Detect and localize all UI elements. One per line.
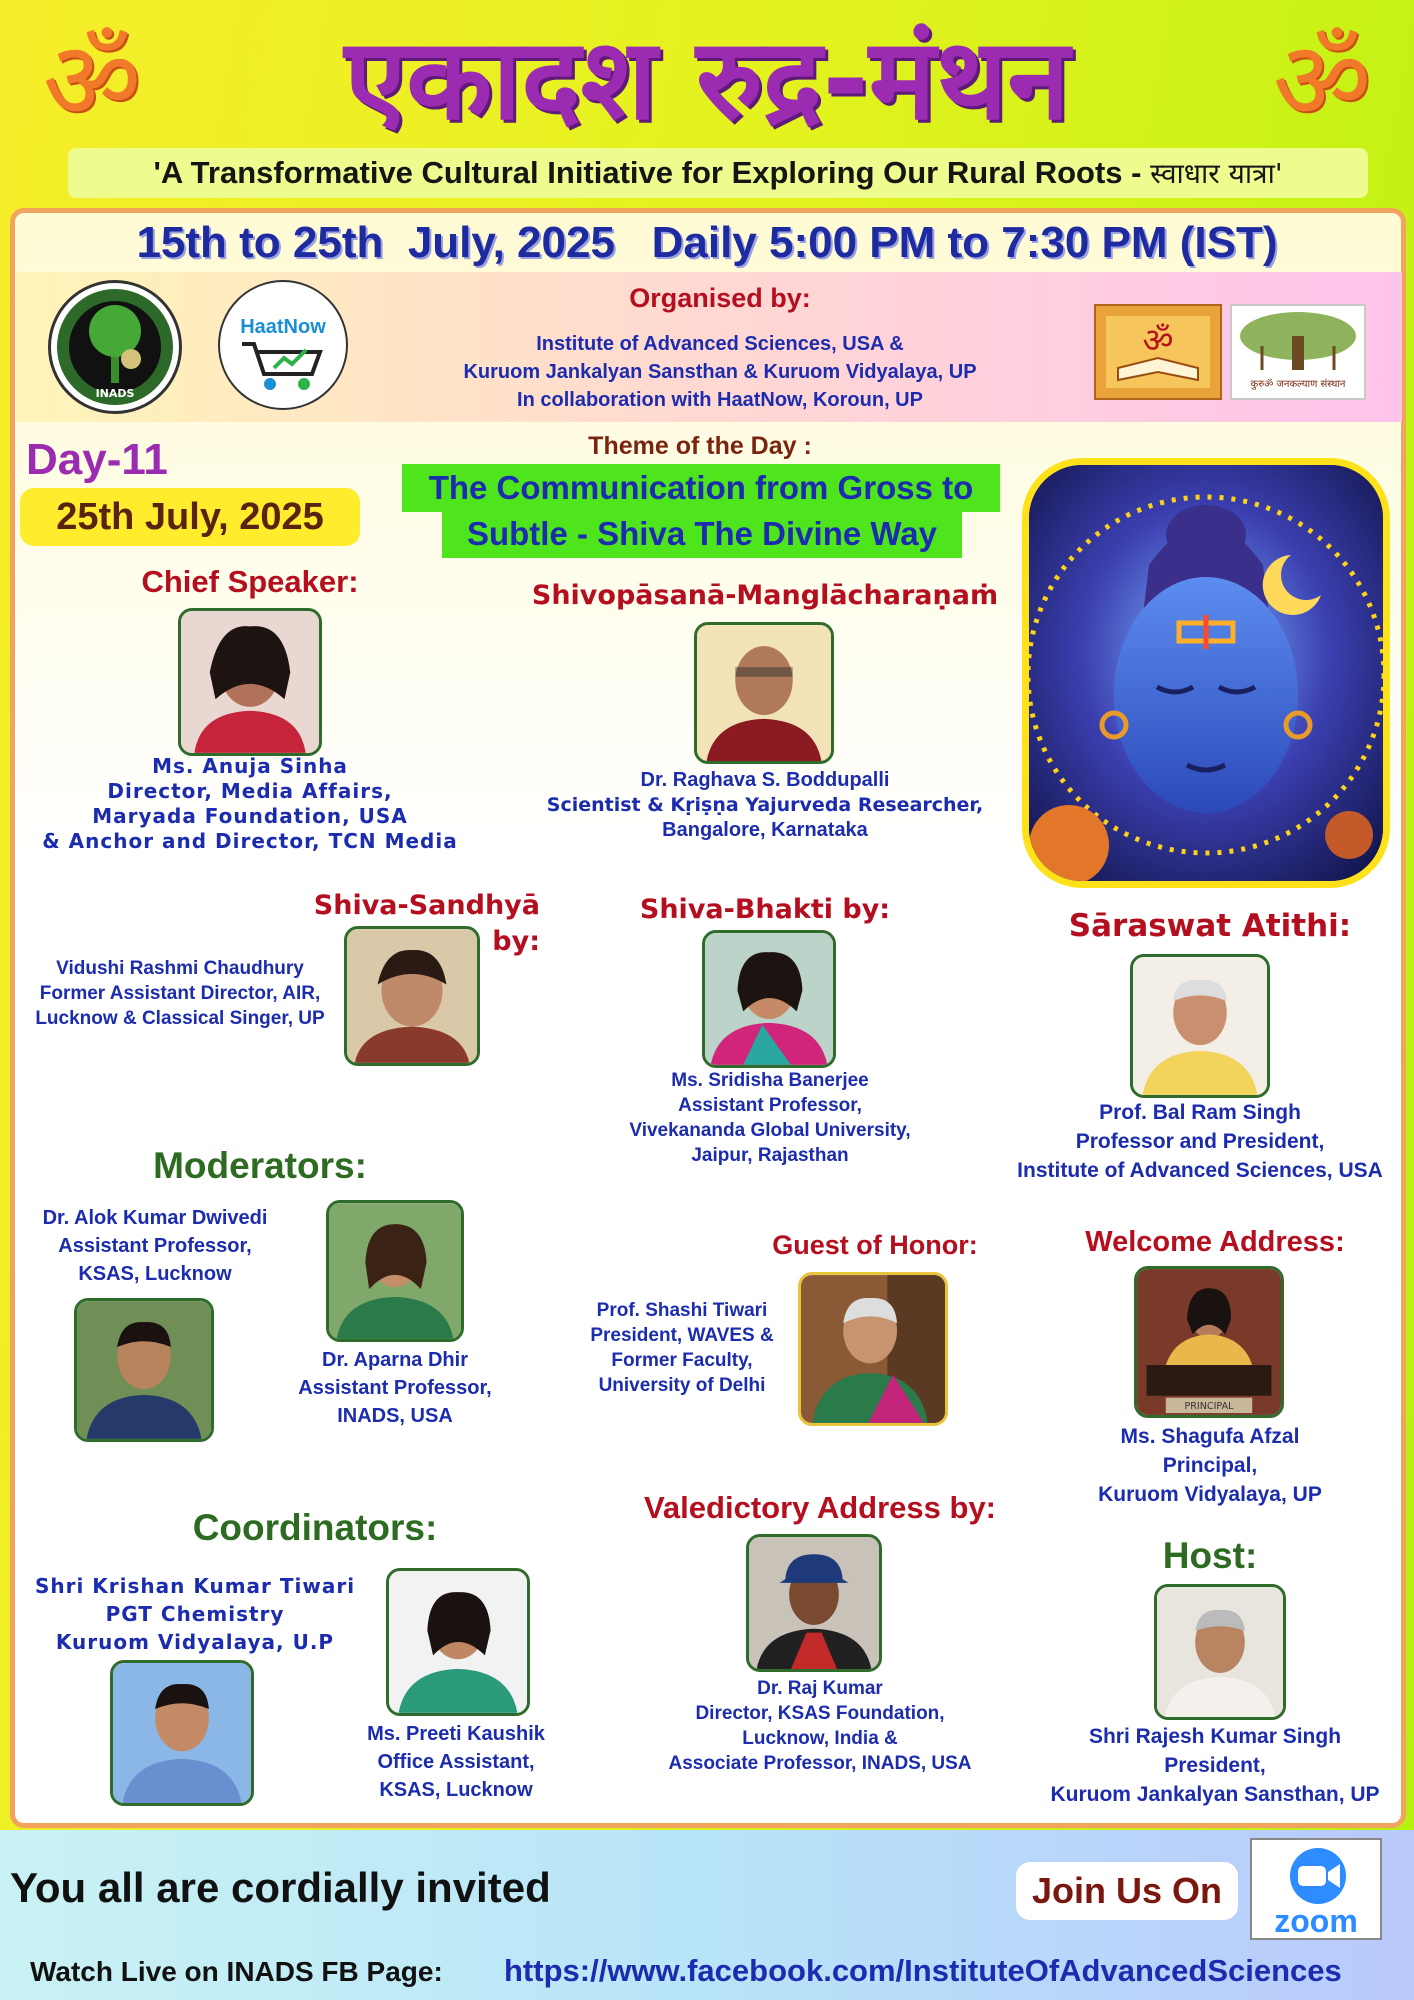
zoom-label: zoom: [1274, 1903, 1358, 1939]
day-label: Day-11: [26, 435, 168, 484]
person-portrait-icon: [329, 1203, 461, 1339]
saraswat-details: [1000, 1098, 1400, 1185]
organiser-line-2: Kuruom Jankalyan Sansthan & Kuruom Vidyalaya, UP: [463, 361, 977, 383]
om-symbol-right-icon: ॐ: [1272, 19, 1372, 144]
guest-photo: [798, 1272, 948, 1426]
om-symbol-left-icon: ॐ: [42, 19, 142, 144]
chief-speaker-role: Director, Media Affairs,: [107, 779, 393, 803]
valedictory-name: Dr. Raj Kumar: [757, 1678, 883, 1699]
coordinator-1-org: Kuruom Vidyalaya, U.P: [55, 1630, 335, 1654]
sandhya-role: Former Assistant Director, AIR,: [39, 983, 321, 1004]
bhakti-role: Assistant Professor,: [678, 1095, 862, 1116]
inads-logo-label: INADS: [95, 387, 135, 400]
coordinator-2-photo: [386, 1568, 530, 1716]
moderator-2-photo: [326, 1200, 464, 1342]
bhakti-org: Vivekananda Global University,: [629, 1120, 911, 1141]
saraswat-photo: [1130, 954, 1270, 1098]
saraswat-name: Prof. Bal Ram Singh: [1099, 1101, 1301, 1124]
moderator-2-org: INADS, USA: [337, 1405, 453, 1427]
bhakti-heading: Shiva-Bhakti by:: [639, 894, 891, 925]
bhakti-details: [580, 1068, 960, 1168]
manglacharanam-role: Scientist & Kṛiṣṇa Yajurveda Researcher,: [546, 794, 984, 816]
facebook-page-link[interactable]: https://www.facebook.com/InstituteOfAdvancedSciences: [504, 1953, 1342, 1988]
kuruom-jankalyan-logo-label: कुरुॐ जनकल्याण संस्थान: [1250, 379, 1346, 390]
saraswat-org: Institute of Advanced Sciences, USA: [1017, 1159, 1383, 1182]
moderator-2-name: Dr. Aparna Dhir: [322, 1349, 468, 1371]
coordinator-2-org: KSAS, Lucknow: [379, 1779, 533, 1801]
coordinator-2-details: [336, 1720, 576, 1804]
sandhya-details: [20, 956, 340, 1031]
person-portrait-icon: [113, 1663, 251, 1803]
coordinator-2-role: Office Assistant,: [377, 1751, 535, 1773]
chief-speaker-heading: Chief Speaker:: [141, 564, 359, 599]
organised-by-heading: Organised by:: [629, 283, 811, 313]
kuruom-vidyalaya-logo: [1094, 304, 1222, 400]
welcome-details: [1050, 1422, 1370, 1509]
valedictory-details: [620, 1676, 1020, 1776]
organiser-line-3: In collaboration with HaatNow, Koroun, UP: [517, 389, 923, 411]
welcome-name: Ms. Shagufa Afzal: [1120, 1425, 1300, 1448]
valedictory-role: Director, KSAS Foundation,: [695, 1703, 945, 1724]
saraswat-role: Professor and President,: [1075, 1130, 1325, 1153]
coordinator-1-role: PGT Chemistry: [105, 1602, 285, 1626]
sandhya-location: Lucknow & Classical Singer, UP: [35, 1008, 325, 1029]
zoom-button[interactable]: [1250, 1838, 1382, 1940]
day-date-badge: 25th July, 2025: [20, 488, 360, 546]
host-org: Kuruom Jankalyan Sansthan, UP: [1050, 1783, 1380, 1806]
welcome-photo: [1134, 1266, 1284, 1418]
chief-speaker-org: Maryada Foundation, USA: [92, 804, 408, 828]
moderators-heading: Moderators:: [153, 1145, 367, 1186]
coordinator-1-name: Shri Krishan Kumar Tiwari: [34, 1574, 356, 1598]
kuruom-jankalyan-logo: [1230, 304, 1366, 400]
shiva-artwork: [1022, 458, 1390, 888]
host-heading: Host:: [1162, 1535, 1258, 1576]
svg-text:ॐ: ॐ: [1142, 321, 1174, 361]
guest-details: [568, 1298, 796, 1398]
welcome-org: Kuruom Vidyalaya, UP: [1098, 1483, 1322, 1506]
manglacharanam-details: [530, 768, 1000, 843]
person-portrait-icon: [347, 929, 477, 1063]
event-dates: 15th to 25th July, 2025 Daily 5:00 PM to 7:30 PM (IST): [136, 218, 1278, 267]
person-portrait-icon: [1133, 957, 1267, 1095]
moderator-2-role: Assistant Professor,: [298, 1377, 492, 1399]
valedictory-heading: Valedictory Address by:: [643, 1490, 997, 1525]
person-portrait-icon: [181, 611, 319, 753]
valedictory-extra: Associate Professor, INADS, USA: [668, 1753, 972, 1774]
shiva-face-icon: [1029, 465, 1383, 881]
tagline-hindi: स्वाधार यात्रा': [1150, 157, 1283, 190]
coordinators-heading: Coordinators:: [192, 1507, 438, 1548]
coordinator-1-photo: [110, 1660, 254, 1806]
person-portrait-icon: [749, 1537, 879, 1669]
zoom-camera-icon: [1282, 1846, 1354, 1906]
theme-heading: Theme of the Day :: [588, 432, 812, 460]
join-us-label: Join Us On: [1016, 1862, 1238, 1920]
sandhya-name: Vidushi Rashmi Chaudhury: [56, 958, 304, 979]
chief-speaker-photo: [178, 608, 322, 756]
moderator-1-photo: [74, 1298, 214, 1442]
person-portrait-icon: [697, 625, 831, 761]
moderator-1-name: Dr. Alok Kumar Dwivedi: [42, 1207, 268, 1229]
shopping-cart-icon: [240, 340, 326, 392]
moderator-1-details: [18, 1204, 292, 1288]
watch-live-label: Watch Live on INADS FB Page:: [30, 1956, 443, 1987]
tagline-english: 'A Transformative Cultural Initiative for Exploring Our Rural Roots -: [153, 155, 1151, 190]
banyan-tree-icon: [1232, 306, 1364, 376]
guest-role: President, WAVES &: [590, 1325, 774, 1346]
person-portrait-icon: [1157, 1587, 1283, 1717]
welcome-role: Principal,: [1162, 1454, 1258, 1477]
cordial-invite-text: You all are cordially invited: [10, 1864, 551, 1911]
book-om-icon: [1096, 306, 1220, 398]
valedictory-photo: [746, 1534, 882, 1672]
valedictory-location: Lucknow, India &: [742, 1728, 898, 1749]
principal-nameplate: PRINCIPAL: [1184, 1401, 1234, 1413]
person-portrait-icon: [1137, 1269, 1281, 1415]
person-portrait-icon: [389, 1571, 527, 1713]
inads-logo: [48, 280, 182, 414]
tagline: [68, 148, 1368, 198]
person-portrait-icon: [77, 1301, 211, 1439]
page-title: एकादश रुद्र-मंथन: [344, 15, 1070, 145]
theme-line-2: Subtle - Shiva The Divine Way: [442, 510, 962, 558]
manglacharanam-photo: [694, 622, 834, 764]
chief-speaker-extra: & Anchor and Director, TCN Media: [42, 829, 458, 853]
moderator-2-details: [270, 1346, 520, 1430]
saraswat-heading: Sāraswat Atithi:: [1068, 908, 1352, 944]
coordinator-1-details: [20, 1572, 370, 1656]
coordinator-2-name: Ms. Preeti Kaushik: [367, 1723, 545, 1745]
guest-heading: Guest of Honor:: [772, 1230, 978, 1260]
manglacharanam-location: Bangalore, Karnataka: [662, 819, 868, 841]
bhakti-name: Ms. Sridisha Banerjee: [671, 1070, 869, 1091]
organiser-line-1: Institute of Advanced Sciences, USA &: [536, 333, 904, 355]
host-role: President,: [1164, 1754, 1266, 1777]
host-details: [1030, 1722, 1400, 1809]
bhakti-photo: [702, 930, 836, 1068]
host-photo: [1154, 1584, 1286, 1720]
person-portrait-icon: [801, 1275, 945, 1423]
bhakti-location: Jaipur, Rajasthan: [691, 1145, 849, 1166]
moderator-1-role: Assistant Professor,: [58, 1235, 252, 1257]
theme-line-1: The Communication from Gross to: [402, 464, 1000, 512]
moderator-1-org: KSAS, Lucknow: [78, 1263, 232, 1285]
host-name: Shri Rajesh Kumar Singh: [1088, 1725, 1342, 1748]
chief-speaker-name: Ms. Anuja Sinha: [152, 754, 348, 778]
haatnow-logo-label: HaatNow: [240, 316, 326, 338]
guest-org: University of Delhi: [598, 1375, 766, 1396]
welcome-heading: Welcome Address:: [1085, 1226, 1345, 1258]
haatnow-logo: [218, 280, 348, 410]
guest-former: Former Faculty,: [611, 1350, 753, 1371]
manglacharanam-name: Dr. Raghava S. Boddupalli: [640, 769, 890, 791]
guest-name: Prof. Shashi Tiwari: [596, 1300, 768, 1321]
sandhya-photo: [344, 926, 480, 1066]
manglacharanam-heading: Shivopāsanā-Manglācharaṇaṁ: [531, 580, 999, 611]
sandhya-heading: Shiva-Sandhyā by:: [313, 890, 540, 957]
person-portrait-icon: [705, 933, 833, 1065]
chief-speaker-details: [20, 754, 480, 854]
